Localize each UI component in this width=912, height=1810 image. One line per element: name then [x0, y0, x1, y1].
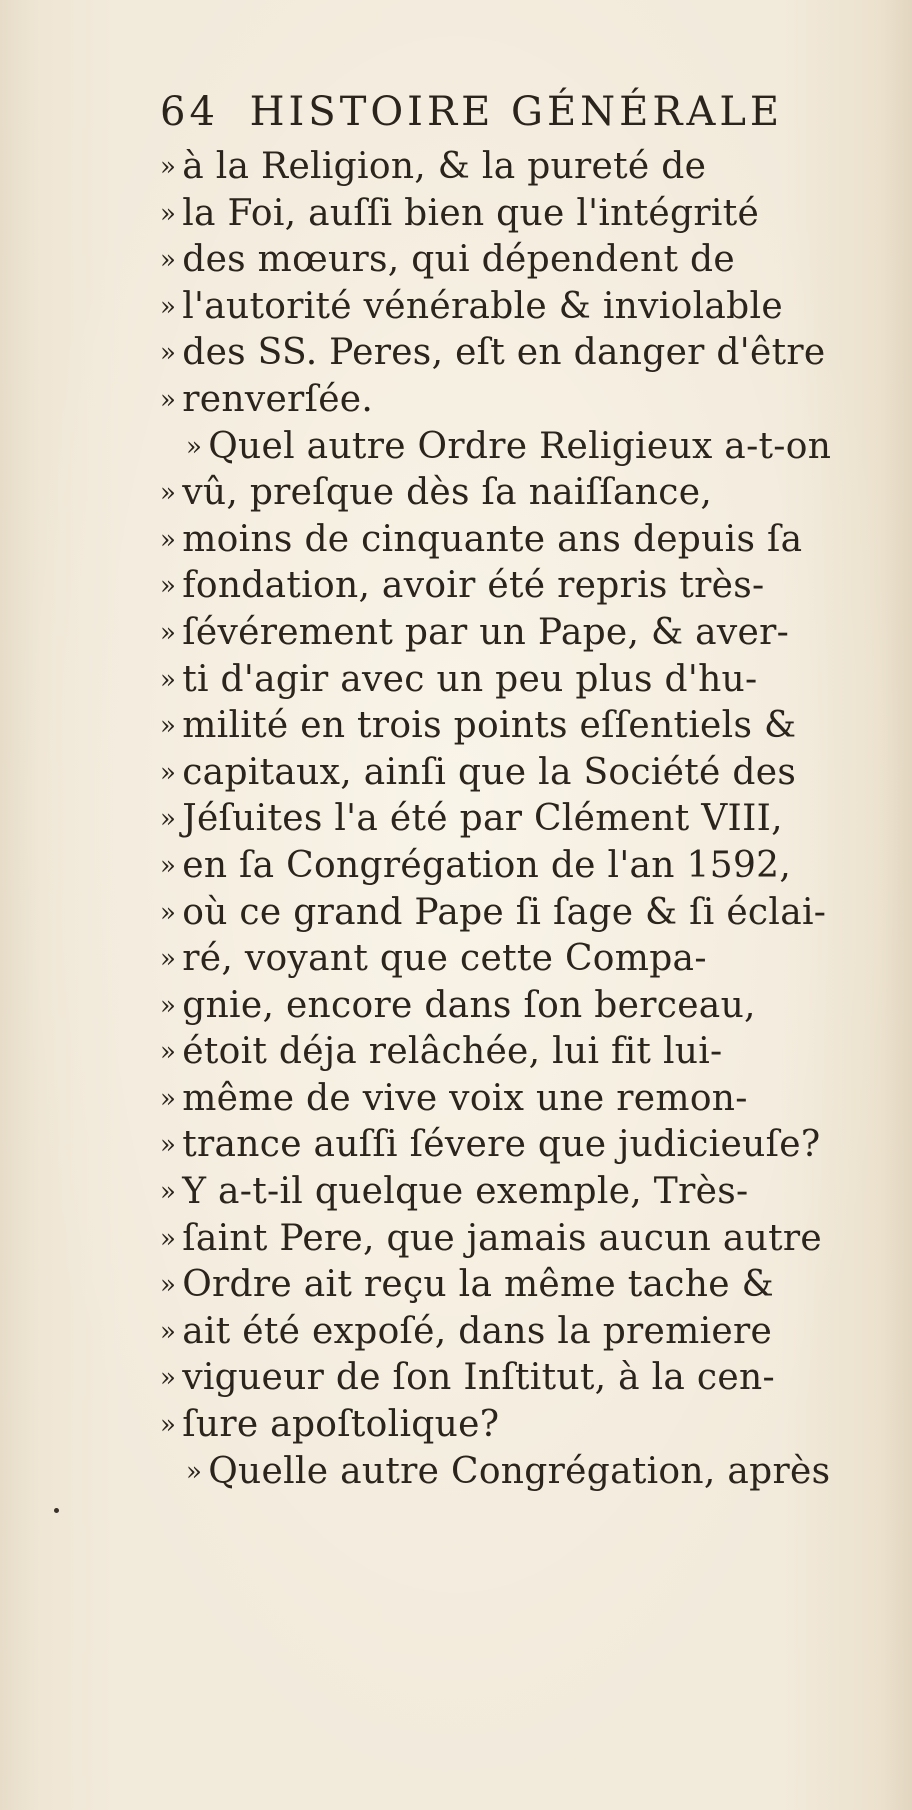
text-line: [160, 983, 860, 1030]
line-text: gnie, encore dans ſon berceau,: [182, 984, 756, 1026]
body-text: [160, 144, 860, 1495]
text-line: [160, 1216, 860, 1263]
quote-mark: »: [160, 944, 177, 975]
running-header: [160, 86, 800, 138]
quote-mark: »: [160, 198, 177, 229]
quote-mark: »: [160, 897, 177, 928]
quote-mark: »: [160, 617, 177, 648]
text-line: [160, 237, 860, 284]
text-line: [160, 703, 860, 750]
quote-mark: »: [160, 1223, 177, 1254]
line-text: fondation, avoir été repris très-: [182, 565, 765, 607]
quote-mark: »: [160, 152, 177, 182]
quote-mark: »: [186, 1456, 203, 1487]
text-line: [160, 750, 860, 797]
line-text: vû, preſque dès ſa naiſſance,: [182, 472, 713, 514]
text-line: [160, 1402, 860, 1449]
text-line: [160, 657, 860, 704]
text-line: [160, 1122, 860, 1169]
quote-mark: »: [160, 338, 177, 369]
quote-mark: »: [160, 1083, 177, 1114]
text-line: [160, 1169, 860, 1216]
quote-mark: »: [160, 384, 177, 415]
line-text: renverſée.: [182, 378, 374, 420]
line-text: Ordre ait reçu la même tache &: [182, 1264, 774, 1306]
text-line: [160, 144, 860, 191]
quote-mark: »: [160, 1363, 177, 1394]
text-line: [160, 470, 860, 517]
quote-mark: »: [160, 1410, 177, 1441]
text-line: [160, 377, 860, 424]
quote-mark: »: [160, 291, 177, 322]
text-line: [160, 890, 860, 937]
text-line: [160, 843, 860, 890]
ink-speck: [54, 1508, 59, 1513]
text-line: [160, 517, 860, 564]
quote-mark: »: [160, 524, 177, 555]
line-text: Jéſuites l'a été par Clément VIII,: [182, 798, 783, 840]
line-text: la Foi, auſſi bien que l'intégrité: [182, 192, 760, 234]
text-line: [160, 191, 860, 238]
text-line: [160, 1449, 860, 1496]
line-text: milité en trois points eſſentiels &: [182, 705, 797, 747]
text-line: [160, 1029, 860, 1076]
line-text: étoit déja relâchée, lui fit lui-: [182, 1031, 723, 1073]
text-line: [160, 1262, 860, 1309]
text-line: [160, 563, 860, 610]
line-text: à la Religion, & la pureté de: [182, 146, 707, 187]
text-line: [160, 610, 860, 657]
quote-mark: »: [160, 1270, 177, 1301]
line-text: même de vive voix une remon-: [182, 1077, 748, 1119]
line-text: vigueur de ſon Inſtitut, à la cen-: [182, 1357, 775, 1399]
quote-mark: »: [160, 1130, 177, 1161]
text-line: [160, 330, 860, 377]
text-line: [160, 1355, 860, 1402]
quote-mark: »: [160, 711, 177, 742]
running-title: HISTOIRE GÉNÉRALE: [249, 89, 784, 135]
line-text: ti d'agir avec un peu plus d'hu-: [182, 658, 758, 700]
line-text: ſure apoſtolique?: [182, 1404, 500, 1446]
text-line: [160, 424, 860, 471]
line-text: moins de cinquante ans depuis ſa: [182, 518, 803, 560]
line-text: l'autorité vénérable & inviolable: [182, 285, 783, 327]
line-text: des SS. Peres, eſt en danger d'être: [182, 332, 826, 374]
line-text: capitaux, ainſi que la Société des: [182, 751, 797, 793]
line-text: Quelle autre Congrégation, après: [208, 1450, 831, 1492]
line-text: des mœurs, qui dépendent de: [182, 239, 735, 281]
quote-mark: »: [160, 850, 177, 881]
line-text: Y a-t-il quelque exemple, Très-: [182, 1171, 749, 1213]
line-text: Quel autre Ordre Religieux a-t-on: [208, 425, 832, 467]
line-text: ré, voyant que cette Compa-: [182, 938, 707, 980]
quote-mark: »: [186, 431, 203, 462]
line-text: ait été expoſé, dans la premiere: [182, 1310, 773, 1352]
text-line: [160, 1076, 860, 1123]
quote-mark: »: [160, 478, 177, 509]
quote-mark: »: [160, 804, 177, 835]
quote-mark: »: [160, 757, 177, 788]
line-text: où ce grand Pape ſi ſage & ſi éclai-: [182, 891, 827, 933]
text-line: [160, 1309, 860, 1356]
text-line: [160, 936, 860, 983]
quote-mark: »: [160, 245, 177, 276]
quote-mark: »: [160, 1177, 177, 1208]
quote-mark: »: [160, 1037, 177, 1068]
text-line: [160, 796, 860, 843]
quote-mark: »: [160, 664, 177, 695]
quote-mark: »: [160, 1316, 177, 1347]
line-text: trance auſſi ſévere que judicieuſe?: [182, 1124, 821, 1166]
line-text: en ſa Congrégation de l'an 1592,: [182, 844, 792, 886]
page-number: 64: [160, 89, 219, 135]
quote-mark: »: [160, 990, 177, 1021]
line-text: ſévérement par un Pape, & aver-: [182, 611, 790, 653]
text-line: [160, 284, 860, 331]
quote-mark: »: [160, 571, 177, 602]
line-text: ſaint Pere, que jamais aucun autre: [182, 1217, 823, 1259]
